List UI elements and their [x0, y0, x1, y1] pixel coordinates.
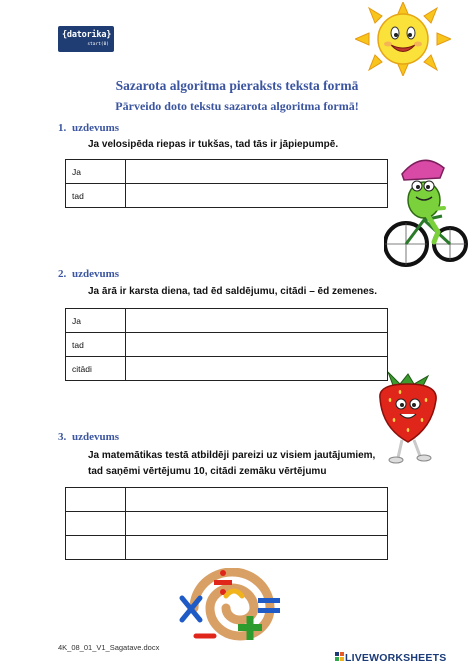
keyword-cell[interactable] — [66, 512, 126, 536]
task-2-text — [88, 284, 377, 300]
sun-icon — [355, 2, 451, 76]
table-row — [66, 488, 388, 512]
task-2-number: 2. — [58, 268, 67, 280]
liveworksheets-brand[interactable]: LIVEWORKSHEETS — [345, 652, 447, 664]
datorika-logo — [58, 26, 114, 52]
keyword-cell: Ja — [66, 160, 126, 184]
table-row — [66, 309, 388, 333]
task-3-text-line: Ja matemātikas testā atbildēji pareizi uz visiem jautājumiem, — [88, 450, 376, 461]
answer-cell[interactable] — [126, 357, 388, 381]
task-3-table — [65, 487, 388, 560]
task-1-number: 1. — [58, 122, 67, 134]
task-3-label: uzdevums — [72, 431, 120, 443]
task-3-number: 3. — [58, 431, 67, 443]
answer-cell[interactable] — [126, 160, 388, 184]
cyclist-icon — [384, 150, 468, 276]
page-title: Sazarota algoritma pieraksts teksta formā — [115, 78, 359, 93]
task-2-label: uzdevums — [72, 268, 120, 280]
answer-cell[interactable] — [126, 333, 388, 357]
keyword-cell[interactable] — [66, 488, 126, 512]
task-2-text-line: Ja ārā ir karsta diena, tad ēd saldējumu, citādi – ēd zemenes. — [88, 286, 378, 297]
answer-cell[interactable] — [126, 184, 388, 208]
keyword-cell: citādi — [66, 357, 126, 381]
task-2-table — [65, 308, 388, 381]
keyword-cell: Ja — [66, 309, 126, 333]
logo-name: {datorika} — [62, 30, 112, 40]
table-row — [66, 512, 388, 536]
answer-cell[interactable] — [126, 488, 388, 512]
task-1-table — [65, 159, 388, 208]
task-2-heading — [58, 268, 119, 280]
page-subtitle: Pārveido doto tekstu sazarota algoritma formā! — [115, 99, 359, 113]
task-3-text — [88, 448, 375, 480]
keyword-cell: tad — [66, 333, 126, 357]
task-3-heading — [58, 431, 119, 443]
answer-cell[interactable] — [126, 536, 388, 560]
table-row — [66, 333, 388, 357]
task-1-label: uzdevums — [72, 122, 120, 134]
footer-filename: 4K_08_01_V1_Sagatave.docx — [58, 643, 160, 652]
keyword-cell[interactable] — [66, 536, 126, 560]
task-1-heading — [58, 122, 119, 134]
keyword-cell: tad — [66, 184, 126, 208]
table-row — [66, 536, 388, 560]
task-1-text — [88, 137, 338, 153]
strawberry-icon — [374, 370, 442, 466]
answer-cell[interactable] — [126, 512, 388, 536]
liveworksheets-logo-icon — [335, 652, 344, 662]
answer-cell[interactable] — [126, 309, 388, 333]
table-row — [66, 160, 388, 184]
task-3-text-line: tad saņēmi vērtējumu 10, citādi zemāku vērtējumu — [88, 466, 327, 477]
logo-tagline: start(0) — [87, 42, 109, 47]
table-row — [66, 184, 388, 208]
task-1-text-line: Ja velosipēda riepas ir tukšas, tad tās ir jāpiepumpē. — [88, 139, 339, 150]
table-row — [66, 357, 388, 381]
math-symbols-icon — [176, 568, 288, 650]
